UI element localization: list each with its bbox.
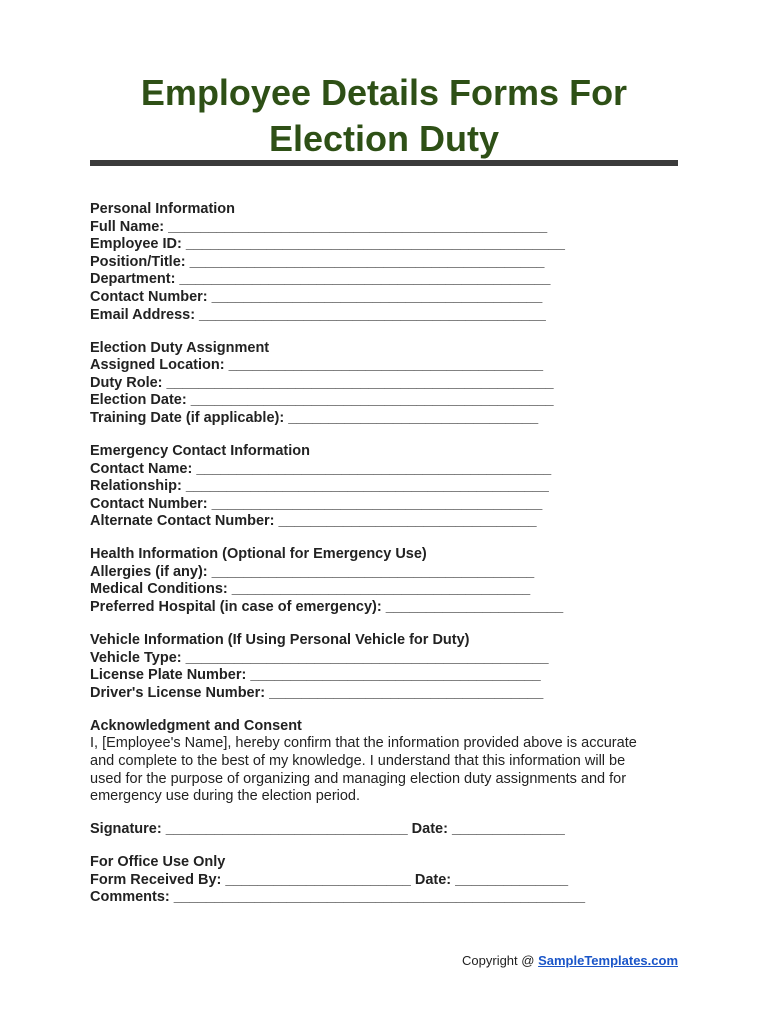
field-alternate-contact-number[interactable]: Alternate Contact Number: ________________________________ [90, 513, 537, 530]
copyright-prefix: Copyright @ [462, 953, 539, 968]
title-line-1: Employee Details Forms For [140, 72, 628, 113]
consent-text-line: and complete to the best of my knowledge. I understand that this information will be [90, 752, 626, 769]
copyright-notice [462, 953, 678, 968]
form-body [90, 201, 680, 922]
section-heading: Vehicle Information (If Using Personal Vehicle for Duty) [90, 632, 470, 649]
title-line-2: Election Duty [268, 118, 500, 159]
field-employee-id[interactable]: Employee ID: _______________________________________________ [90, 236, 565, 253]
consent-text-line: emergency use during the election period. [90, 788, 361, 805]
field-signature-date[interactable]: Signature: ______________________________ Date: ______________ [90, 821, 565, 838]
section-heading: Emergency Contact Information [90, 442, 310, 459]
field-contact-number[interactable]: Contact Number: _________________________________________ [90, 288, 543, 305]
section-heading: Personal Information [90, 201, 236, 217]
field-allergies[interactable]: Allergies (if any): ________________________________________ [90, 563, 535, 580]
field-drivers-license-number[interactable]: Driver's License Number: __________________________________ [90, 684, 544, 701]
field-department[interactable]: Department: ______________________________________________ [90, 271, 551, 288]
section-health-information [90, 546, 680, 616]
section-election-duty-assignment [90, 340, 680, 428]
field-contact-name[interactable]: Contact Name: ____________________________________________ [90, 460, 552, 477]
field-election-date[interactable]: Election Date: _____________________________________________ [90, 392, 554, 409]
field-relationship[interactable]: Relationship: _____________________________________________ [90, 478, 549, 495]
section-heading: Acknowledgment and Consent [90, 717, 302, 734]
field-email-address[interactable]: Email Address: ___________________________________________ [90, 306, 546, 323]
field-position-title[interactable]: Position/Title: ____________________________________________ [90, 253, 545, 270]
field-duty-role[interactable]: Duty Role: ________________________________________________ [90, 374, 554, 391]
consent-text-line: I, [Employee's Name], hereby confirm that the information provided above is accurate [90, 735, 637, 752]
section-acknowledgment [90, 718, 680, 806]
section-heading: For Office Use Only [90, 854, 226, 871]
field-full-name[interactable]: Full Name: _______________________________________________ [90, 218, 548, 235]
field-assigned-location[interactable]: Assigned Location: _______________________________________ [90, 357, 544, 374]
section-heading: Health Information (Optional for Emergency Use) [90, 546, 427, 563]
field-training-date[interactable]: Training Date (if applicable): _______________________________ [90, 409, 539, 426]
title-divider [90, 160, 678, 166]
section-heading: Election Duty Assignment [90, 339, 270, 356]
field-vehicle-type[interactable]: Vehicle Type: _____________________________________________ [90, 649, 549, 666]
field-form-received-by[interactable]: Form Received By: _______________________ Date: ______________ [90, 871, 569, 888]
field-emergency-contact-number[interactable]: Contact Number: _________________________________________ [90, 495, 543, 512]
section-office-use [90, 854, 680, 907]
section-signature [90, 821, 680, 839]
section-emergency-contact [90, 443, 680, 531]
field-preferred-hospital[interactable]: Preferred Hospital (in case of emergency): ______________________ [90, 599, 564, 616]
consent-text-line: used for the purpose of organizing and managing election duty assignments and for [90, 770, 627, 787]
field-comments[interactable]: Comments: ___________________________________________________ [90, 889, 586, 906]
section-vehicle-information [90, 632, 680, 702]
sampletemplates-link[interactable]: SampleTemplates.com [538, 953, 678, 968]
field-license-plate-number[interactable]: License Plate Number: ____________________________________ [90, 667, 541, 684]
field-medical-conditions[interactable]: Medical Conditions: _____________________________________ [90, 581, 531, 598]
section-personal-information [90, 201, 680, 324]
page-title [0, 70, 768, 162]
